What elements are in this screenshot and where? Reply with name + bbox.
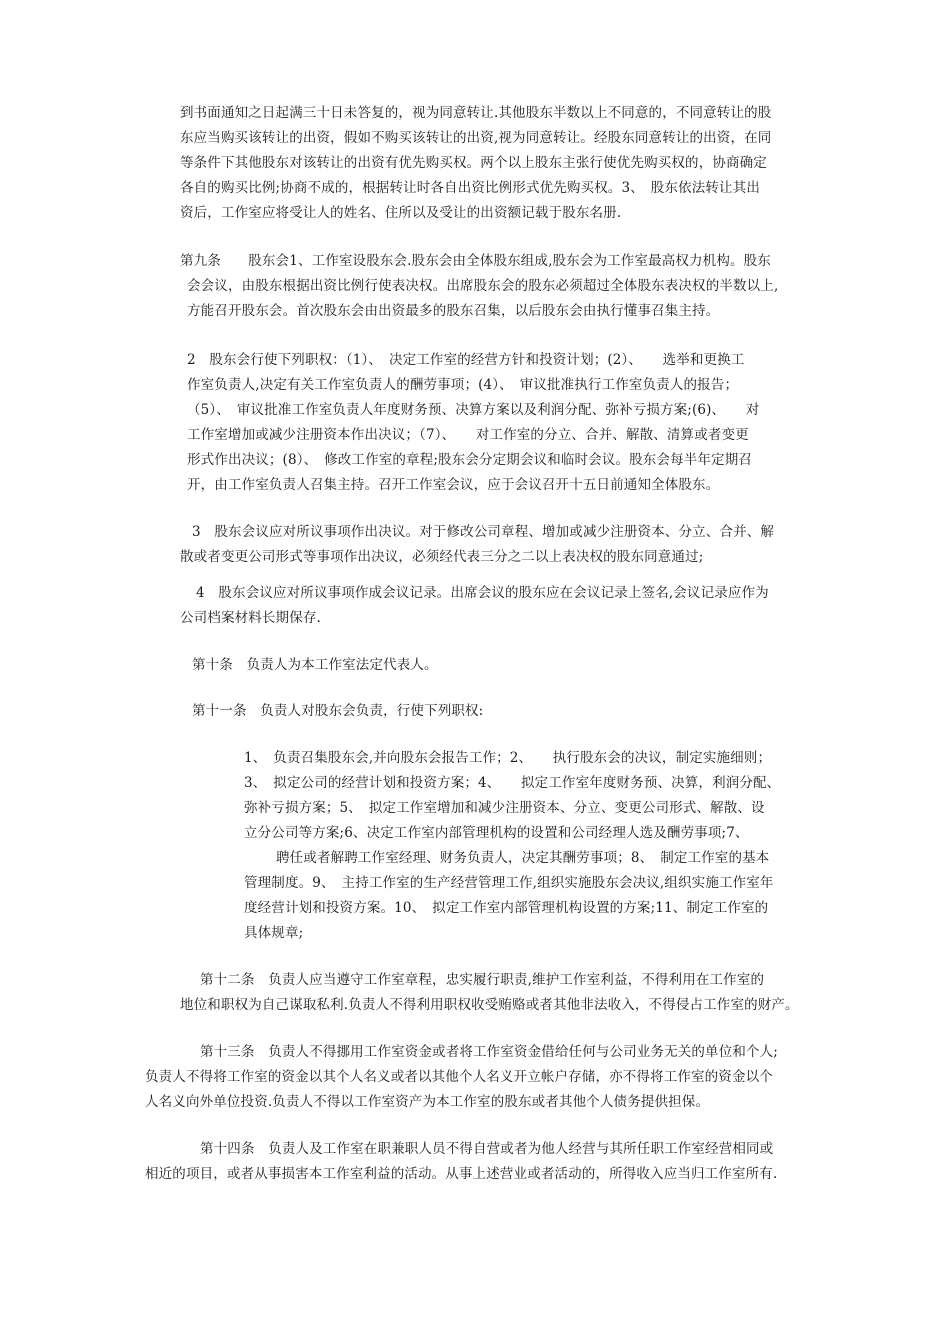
text-line: 4 股东会议应对所议事项作成会议记录。出席会议的股东应在会议记录上签名,会议记录应作为 (196, 585, 769, 601)
text-line: 2 股东会行使下列职权：（1）、 决定工作室的经营方针和投资计划；(2）、 选举和更换工 (187, 352, 745, 368)
text-line: （5）、 审议批准工作室负责人年度财务预、决算方案以及利润分配、弥补亏损方案;(6)、 对 (187, 402, 760, 418)
article-heading-line: 第九条 股东会1、工作室设股东会.股东会由全体股东组成,股东会为工作室最高权力机构。股东 (180, 253, 771, 269)
article-heading-line: 第十三条 负责人不得挪用工作室资金或者将工作室资金借给任何与公司业务无关的单位和个人; (200, 1044, 778, 1060)
text-line: 形式作出决议；(8）、 修改工作室的章程;股东会分定期会议和临时会议。股东会每半年定期召 (187, 452, 753, 468)
text-line: 工作室增加或减少注册资本作出决议；（7）、 对工作室的分立、合并、解散、清算或者变更 (187, 427, 749, 443)
text-line: 相近的项目，或者从事损害本工作室利益的活动。从事上述营业或者活动的，所得收入应当归工作室所有. (145, 1166, 778, 1182)
text-line: 管理制度。9、 主持工作室的生产经营管理工作,组织实施股东会决议,组织实施工作室年 (244, 875, 774, 891)
text-line: 开，由工作室负责人召集主持。召开工作室会议，应于会议召开十五日前通知全体股东。 (187, 477, 720, 493)
article-heading-line: 第十条 负责人为本工作室法定代表人。 (192, 657, 438, 673)
text-line: 方能召开股东会。首次股东会由出资最多的股东召集，以后股东会由执行懂事召集主持。 (187, 303, 720, 319)
text-line: 等条件下其他股东对该转让的出资有优先购买权。两个以上股东主张行使优先购买权的，协商确定 (180, 155, 767, 171)
text-line: 散或者变更公司形式等事项作出决议，必须经代表三分之二以上表决权的股东同意通过; (180, 549, 704, 565)
text-line: 弥补亏损方案；5、 拟定工作室增加和减少注册资本、分立、变更公司形式、解散、设 (244, 800, 765, 816)
text-line: 人名义向外单位投资.负责人不得以工作室资产为本工作室的股东或者其他个人债务提供担保。 (145, 1094, 710, 1110)
text-line: 地位和职权为自己谋取私利.负责人不得利用职权收受贿赂或者其他非法收入，不得侵占工作室的财产。 (180, 997, 799, 1013)
article-heading-line: 第十四条 负责人及工作室在职兼职人员不得自营或者为他人经营与其所任职工作室经营相同或 (200, 1141, 774, 1157)
text-line: 东应当购买该转让的出资，假如不购买该转让的出资,视为同意转让。经股东同意转让的出资，在同 (180, 130, 772, 146)
text-line: 会会议，由股东根据出资比例行使表决权。出席股东会的股东必须超过全体股东表决权的半数以上, (187, 278, 779, 294)
text-line: 3 股东会议应对所议事项作出决议。对于修改公司章程、增加或减少注册资本、分立、合并、解 (192, 524, 775, 540)
text-line: 立分公司等方案;6、决定工作室内部管理机构的设置和公司经理人选及酬劳事项;7、 (244, 825, 749, 841)
article-heading-line: 第十一条 负责人对股东会负责，行使下列职权: (192, 703, 484, 719)
text-line: 聘任或者解聘工作室经理、财务负责人，决定其酬劳事项；8、 制定工作室的基本 (276, 850, 770, 866)
text-line: 3、 拟定公司的经营计划和投资方案；4、 拟定工作室年度财务预、决算，利润分配、 (244, 775, 781, 791)
text-line: 资后，工作室应将受让人的姓名、住所以及受让的出资额记载于股东名册. (180, 205, 622, 221)
text-line: 公司档案材料长期保存. (180, 610, 321, 626)
article-heading-line: 第十二条 负责人应当遵守工作室章程，忠实履行职责,维护工作室利益，不得利用在工作室的 (200, 972, 765, 988)
text-line: 负责人不得将工作室的资金以其个人名义或者以其他个人名义开立帐户存储，亦不得将工作室的资金以个 (145, 1069, 773, 1085)
text-line: 各自的购买比例;协商不成的，根据转让时各自出资比例形式优先购买权。3、 股东依法转让其出 (180, 180, 760, 196)
text-line: 作室负责人,决定有关工作室负责人的酬劳事项；(4）、 审议批准执行工作室负责人的报告； (187, 377, 739, 393)
text-line: 度经营计划和投资方案。10、 拟定工作室内部管理机构设置的方案;11、制定工作室的 (244, 900, 769, 916)
text-line: 具体规章; (244, 925, 304, 941)
text-line: 到书面通知之日起满三十日未答复的，视为同意转让.其他股东半数以上不同意的，不同意转让的股 (180, 105, 772, 121)
text-line: 1、 负责召集股东会,并向股东会报告工作；2、 执行股东会的决议，制定实施细则； (244, 750, 772, 766)
